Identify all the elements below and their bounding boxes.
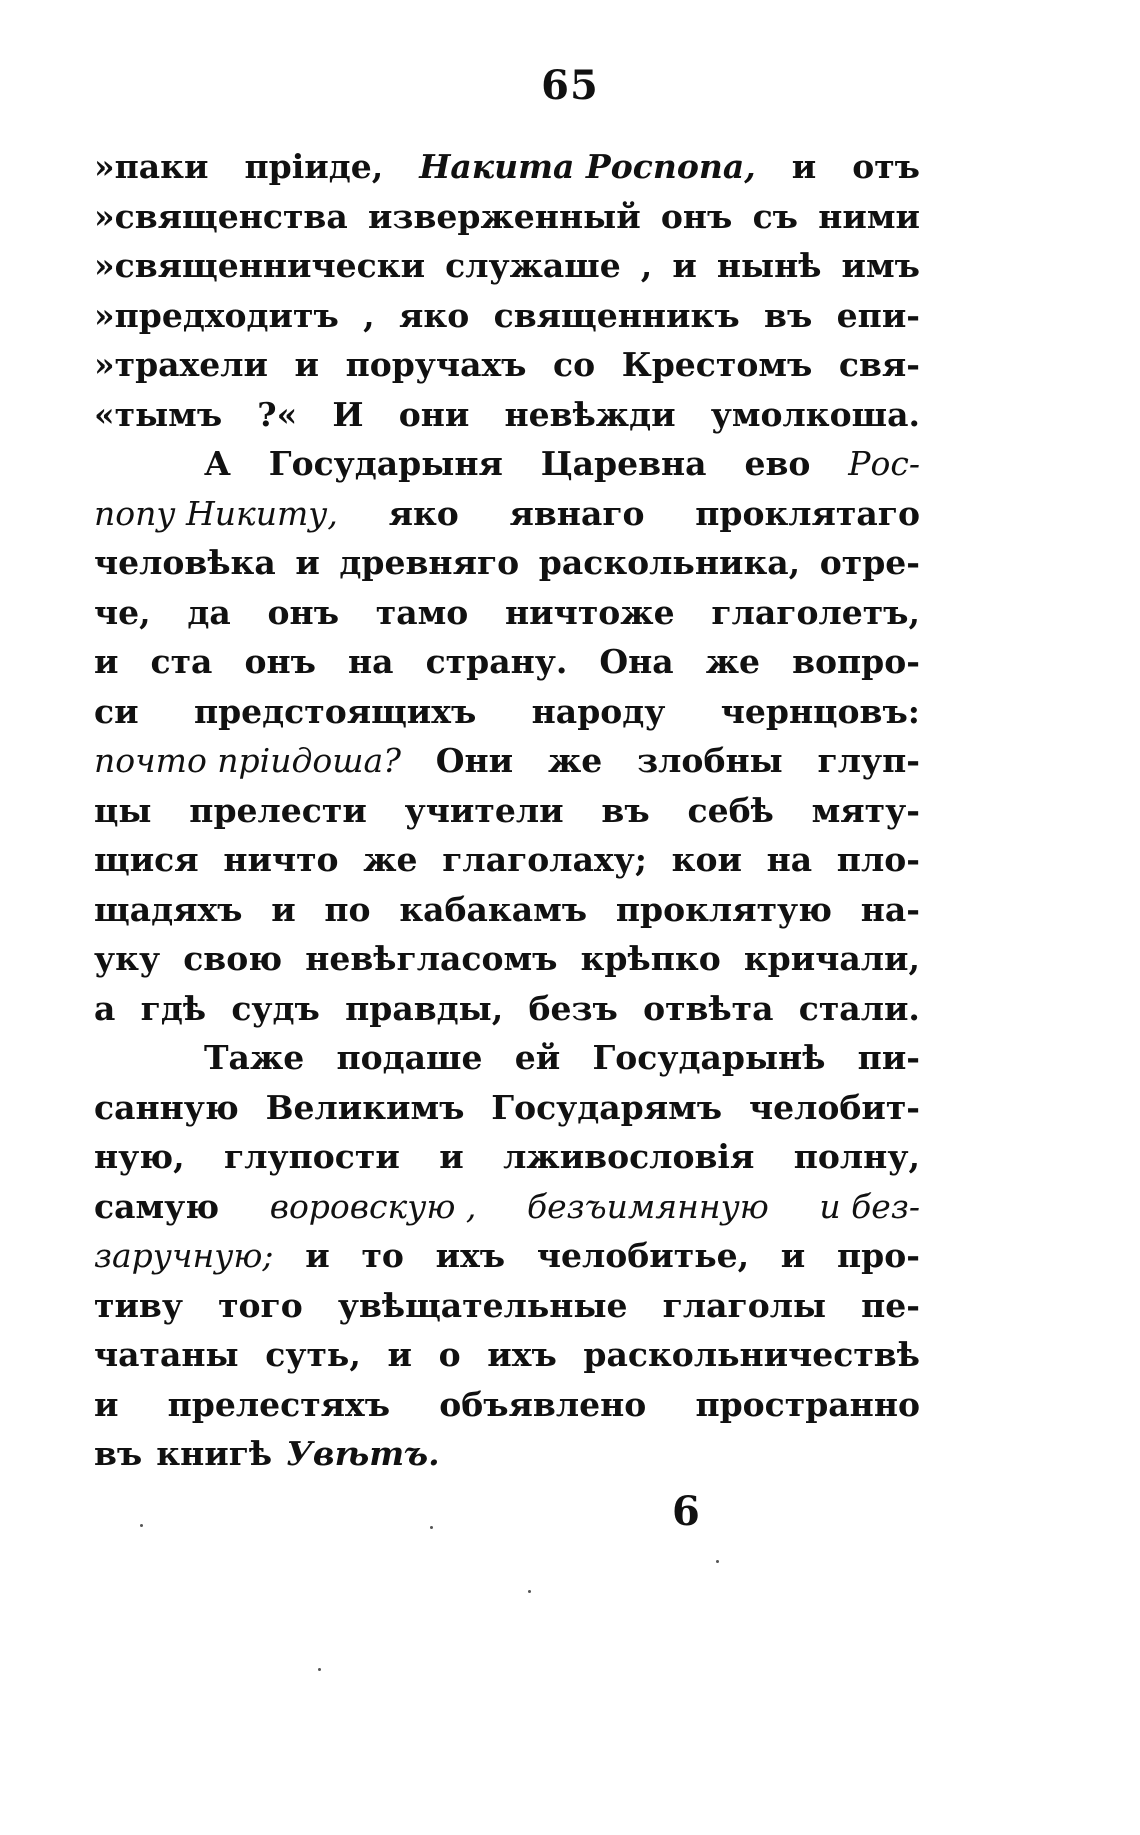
- text-line: [94, 1132, 920, 1182]
- word: Государямъ: [491, 1087, 723, 1127]
- word: нынѣ: [716, 246, 822, 285]
- text-line: [94, 1083, 920, 1133]
- word: и: [271, 889, 296, 929]
- word: ,: [363, 295, 375, 335]
- word-italic: безъимянную: [527, 1186, 769, 1226]
- word: ,: [640, 246, 653, 285]
- word: суть,: [265, 1335, 361, 1374]
- word: прелестяхъ: [167, 1384, 391, 1424]
- word: мяту-: [811, 790, 920, 830]
- word: отре-: [819, 543, 920, 582]
- word: А: [204, 444, 231, 483]
- word: «тымъ: [94, 394, 223, 434]
- text-line: [94, 934, 920, 984]
- word: стали.: [798, 988, 920, 1028]
- print-speck: [430, 1526, 433, 1529]
- word: человѣка: [94, 543, 276, 582]
- word: и: [672, 246, 697, 285]
- print-speck: [528, 1590, 531, 1593]
- word-italic: воровскую ,: [269, 1186, 477, 1226]
- text-line: [94, 1231, 920, 1281]
- print-speck: [318, 1668, 321, 1671]
- word: глупости: [224, 1137, 400, 1176]
- word: самую: [94, 1186, 220, 1226]
- word: они: [398, 394, 470, 434]
- text-line: [94, 1380, 920, 1430]
- word: на-: [860, 889, 920, 929]
- word: Они: [435, 741, 514, 780]
- text-line: [94, 291, 920, 341]
- word: да: [187, 592, 231, 632]
- text-line: [94, 1330, 920, 1380]
- text-line: [94, 1281, 920, 1331]
- word: отъ: [852, 147, 920, 186]
- word-italic: и без-: [819, 1186, 920, 1226]
- word: ?«: [257, 394, 298, 434]
- print-speck: [716, 1560, 719, 1563]
- word: яко: [388, 493, 459, 533]
- signature-mark: 6: [672, 1488, 700, 1535]
- word: древняго: [339, 543, 520, 582]
- word: ей: [514, 1038, 561, 1077]
- word: ничто: [223, 840, 339, 879]
- word: »предходитъ: [94, 295, 339, 335]
- word: глаголетъ,: [711, 592, 920, 632]
- word: на: [348, 642, 394, 681]
- word: лживословія: [503, 1137, 755, 1176]
- word: Она: [599, 642, 674, 681]
- word: онъ: [267, 592, 340, 632]
- word: отвѣта: [643, 988, 774, 1028]
- word: ную,: [94, 1137, 185, 1176]
- word: и: [387, 1335, 412, 1374]
- word: полну,: [793, 1137, 920, 1176]
- word: Царевна: [540, 444, 707, 483]
- text-line: [94, 1182, 920, 1232]
- word: свою: [183, 939, 283, 978]
- word: онъ: [660, 196, 733, 236]
- word: невѣгласомъ: [305, 939, 558, 978]
- word: Крестомъ: [621, 345, 813, 384]
- word: ничтоже: [505, 592, 675, 632]
- word: цы: [94, 790, 152, 830]
- word: и: [780, 1236, 806, 1275]
- word: проклятаго: [695, 493, 920, 533]
- word: раскольничествѣ: [583, 1335, 920, 1374]
- word: о: [438, 1335, 461, 1374]
- word: безъ: [528, 988, 618, 1028]
- word: книгѣ: [156, 1434, 273, 1473]
- word: онъ: [244, 642, 316, 681]
- word: челобитье,: [536, 1236, 750, 1275]
- word: и: [294, 345, 319, 384]
- word: проклятую: [615, 889, 832, 929]
- word: крѣпко: [580, 939, 721, 978]
- word: »трахели: [94, 345, 268, 384]
- word: же: [705, 642, 761, 681]
- word: ними: [818, 196, 920, 236]
- word: въ: [764, 295, 813, 335]
- word: пло-: [836, 840, 920, 879]
- word: того: [218, 1285, 303, 1325]
- word: пи-: [857, 1038, 920, 1077]
- word: изверженный: [367, 196, 641, 236]
- word: на: [766, 840, 813, 879]
- word: глуп-: [817, 741, 920, 780]
- word: и: [305, 1236, 330, 1275]
- word: злобны: [637, 741, 783, 780]
- word: въ: [94, 1434, 143, 1473]
- word: съ: [752, 196, 798, 236]
- text-line: [94, 489, 920, 539]
- word: прелести: [189, 790, 367, 830]
- text-line: [94, 687, 920, 737]
- text-line: [94, 538, 920, 588]
- word: служаше: [445, 246, 621, 285]
- word: уку: [94, 939, 161, 978]
- word: поручахъ: [345, 345, 527, 384]
- word: учители: [404, 790, 564, 830]
- word: и: [295, 543, 320, 582]
- text-line: [94, 637, 920, 687]
- word: увѣщательные: [337, 1285, 628, 1325]
- word: же: [547, 741, 603, 780]
- word: ихъ: [435, 1236, 506, 1275]
- word: священникъ: [493, 295, 740, 335]
- word: правды,: [345, 988, 504, 1028]
- word: про-: [837, 1236, 920, 1275]
- word: подаше: [336, 1038, 483, 1077]
- text-line: [94, 340, 920, 390]
- body-text: [94, 142, 920, 1479]
- word: щися: [94, 840, 199, 879]
- text-line: [94, 241, 920, 291]
- text-line: [94, 885, 920, 935]
- word: пространно: [695, 1384, 920, 1424]
- word: глаголаху;: [442, 840, 647, 879]
- word: по: [324, 889, 371, 929]
- text-line-paragraph-start: [94, 439, 920, 489]
- word: то: [361, 1236, 404, 1275]
- word: объявлено: [439, 1384, 647, 1424]
- word: въ: [601, 790, 650, 830]
- word: епи-: [836, 295, 920, 335]
- word-italic: Рос-: [848, 444, 920, 483]
- word: и: [94, 642, 119, 681]
- text-line: [94, 192, 920, 242]
- word: себѣ: [687, 790, 774, 830]
- word: Великимъ: [265, 1087, 465, 1127]
- word: глаголы: [662, 1285, 827, 1325]
- word: раскольника,: [538, 543, 801, 582]
- text-line: [94, 736, 920, 786]
- word: а: [94, 988, 116, 1028]
- word-italic: Увѣтъ.: [286, 1434, 440, 1473]
- word: пе-: [861, 1285, 920, 1325]
- word-italic: попу Никиту,: [94, 493, 338, 533]
- text-line-last: [94, 1429, 920, 1479]
- word: кои: [671, 840, 742, 879]
- word: и: [439, 1137, 464, 1176]
- word: И: [332, 394, 364, 434]
- text-line: [94, 835, 920, 885]
- word: щадяхъ: [94, 889, 243, 929]
- word-italic: заручную;: [94, 1236, 274, 1275]
- text-line-paragraph-start: [94, 1033, 920, 1083]
- word: »паки: [94, 147, 209, 186]
- word-italic: Накита Роспопа,: [419, 147, 756, 186]
- word: »священнически: [94, 246, 426, 285]
- text-line: [94, 984, 920, 1034]
- word: Государыня: [268, 444, 503, 483]
- word-italic: почто пріидоша?: [94, 741, 401, 780]
- word: невѣжди: [504, 394, 676, 434]
- word: со: [553, 345, 596, 384]
- text-line: [94, 142, 920, 192]
- word: пріиде,: [244, 147, 384, 186]
- word: гдѣ: [140, 988, 207, 1028]
- word: си: [94, 691, 139, 731]
- word: челобит-: [748, 1087, 920, 1127]
- word: Таже: [204, 1038, 305, 1077]
- word: »священства: [94, 196, 348, 236]
- word: кричали,: [743, 939, 920, 978]
- word: предстоящихъ: [193, 691, 477, 731]
- print-speck: [140, 1524, 143, 1527]
- word: яко: [399, 295, 470, 335]
- word: тамо: [375, 592, 469, 632]
- word: Государынѣ: [592, 1038, 826, 1077]
- word: судъ: [231, 988, 320, 1028]
- word: чернцовъ:: [720, 691, 920, 731]
- word: народу: [531, 691, 666, 731]
- word: тиву: [94, 1285, 183, 1325]
- word: вопро-: [792, 642, 920, 681]
- text-line: [94, 588, 920, 638]
- word: же: [363, 840, 418, 879]
- word: кабакамъ: [399, 889, 588, 929]
- word: явнаго: [509, 493, 645, 533]
- word: страну.: [425, 642, 568, 681]
- word: ево: [744, 444, 811, 483]
- word: умолкоша.: [710, 394, 920, 434]
- text-line: [94, 786, 920, 836]
- word: санную: [94, 1087, 239, 1127]
- word: чатаны: [94, 1335, 239, 1374]
- page-number: 65: [541, 62, 599, 109]
- word: и: [94, 1384, 119, 1424]
- word: и: [791, 147, 817, 186]
- word: че,: [94, 592, 151, 632]
- word: свя-: [838, 345, 920, 384]
- text-line: [94, 390, 920, 440]
- word: имъ: [841, 246, 920, 285]
- word: ста: [150, 642, 213, 681]
- word: ихъ: [487, 1335, 557, 1374]
